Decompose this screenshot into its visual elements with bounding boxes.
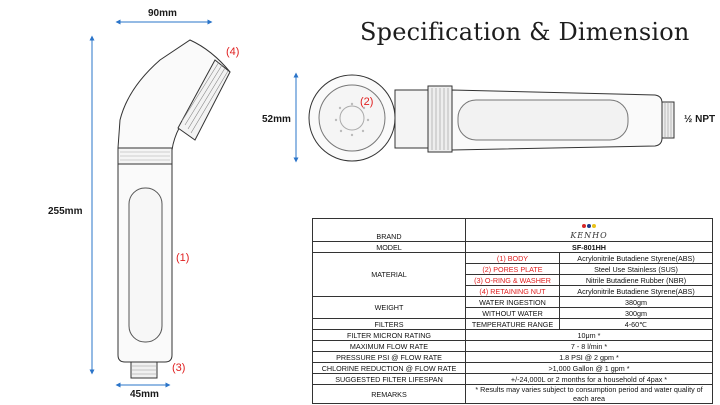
- side-height-dimension: 52mm: [262, 114, 291, 125]
- table-row: [313, 219, 713, 242]
- brand-logo-text: KENHO: [570, 230, 608, 240]
- spec-value: 1.8 PSI @ 2 gpm *: [466, 352, 713, 363]
- weight-value: 300gm: [560, 308, 713, 319]
- filters-sub: TEMPERATURE RANGE: [466, 319, 560, 330]
- width-top-dimension: 90mm: [148, 8, 177, 19]
- brand-logo: [466, 219, 713, 242]
- page-title: Specification & Dimension: [360, 18, 690, 46]
- table-row: [313, 374, 713, 385]
- material-label: MATERIAL: [313, 253, 466, 297]
- remarks-label: REMARKS: [313, 385, 466, 404]
- table-row: [313, 253, 713, 264]
- model-value: SF-801HH: [466, 242, 713, 253]
- spec-label: FILTER MICRON RATING: [313, 330, 466, 341]
- weight-label: WEIGHT: [313, 297, 466, 319]
- material-value: Acrylonitrile Butadiene Styrene(ABS): [560, 253, 713, 264]
- width-bottom-dimension: 45mm: [130, 389, 159, 400]
- weight-value: 380gm: [560, 297, 713, 308]
- table-row: [313, 330, 713, 341]
- callout-retaining-nut: (4): [226, 46, 240, 58]
- remarks-value: * Results may varies subject to consumption period and water quality of each area: [466, 385, 713, 404]
- material-part: (3) O-RING & WASHER: [466, 275, 560, 286]
- material-part: (4) RETAINING NUT: [466, 286, 560, 297]
- filters-label: FILTERS: [313, 319, 466, 330]
- material-part: (2) PORES PLATE: [466, 264, 560, 275]
- spec-value: +/-24,000L or 2 months for a household of 4pax *: [466, 374, 713, 385]
- spec-label: MAXIMUM FLOW RATE: [313, 341, 466, 352]
- weight-part: WITHOUT WATER: [466, 308, 560, 319]
- filters-value: 4-60℃: [560, 319, 713, 330]
- callout-body: (1): [176, 252, 190, 264]
- spec-value: >1,000 Gallon @ 1 gpm *: [466, 363, 713, 374]
- table-row: [313, 297, 713, 308]
- thread-size-label: ½ NPT: [684, 114, 716, 125]
- spec-value: 10μm *: [466, 330, 713, 341]
- weight-part: WATER INGESTION: [466, 297, 560, 308]
- table-row: [313, 341, 713, 352]
- logo-dots-icon: [582, 221, 597, 230]
- spec-value: 7 - 8 l/min *: [466, 341, 713, 352]
- front-view-drawing: [118, 40, 230, 378]
- material-value: Nitrile Butadiene Rubber (NBR): [560, 275, 713, 286]
- model-label: MODEL: [313, 242, 466, 253]
- callout-pores-plate: (2): [360, 96, 374, 108]
- table-row: [313, 363, 713, 374]
- material-value: Steel Use Stainless (SUS): [560, 264, 713, 275]
- spec-label: PRESSURE PSI @ FLOW RATE: [313, 352, 466, 363]
- material-part: (1) BODY: [466, 253, 560, 264]
- table-row: [313, 242, 713, 253]
- brand-label: BRAND: [313, 219, 466, 242]
- side-view-drawing: [309, 75, 674, 161]
- callout-oring-washer: (3): [172, 362, 186, 374]
- table-row: [313, 319, 713, 330]
- spec-table: [312, 218, 713, 404]
- table-row: [313, 352, 713, 363]
- spec-label: SUGGESTED FILTER LIFESPAN: [313, 374, 466, 385]
- material-value: Acrylonitrile Butadiene Styrene(ABS): [560, 286, 713, 297]
- spec-label: CHLORINE REDUCTION @ FLOW RATE: [313, 363, 466, 374]
- table-row: [313, 385, 713, 404]
- height-dimension: 255mm: [48, 206, 83, 217]
